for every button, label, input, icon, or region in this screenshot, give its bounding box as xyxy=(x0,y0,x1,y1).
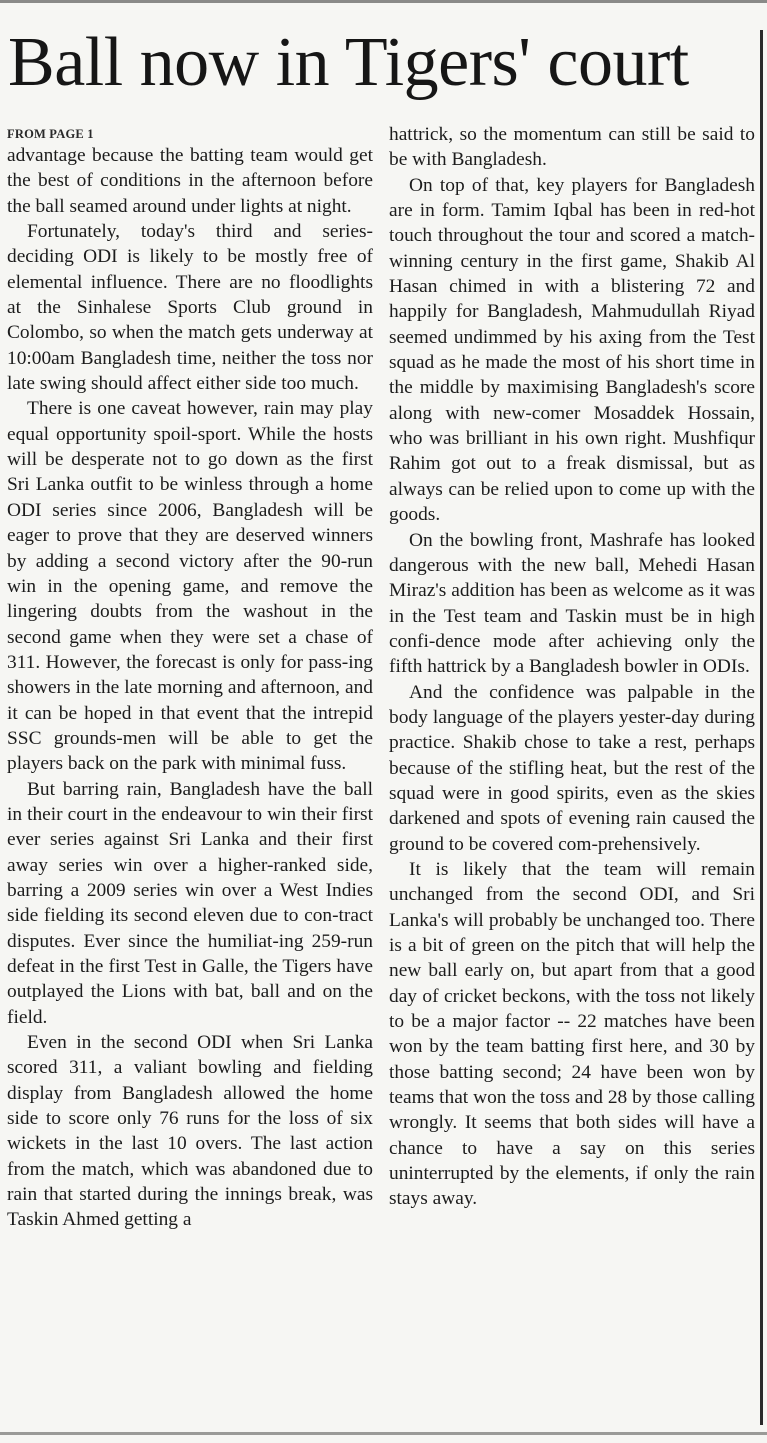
paragraph: Fortunately, today's third and series-deciding ODI is likely to be mostly free of elemental influence. There are no floodlights at the Sinhalese Sports Club ground in Colombo, so when the match gets underway at 10:00am Bangladesh time, neither the toss nor late swing should affect either side too much. xyxy=(7,221,373,395)
paragraph: But barring rain, Bangladesh have the ball in their court in the endeavour to win their first ever series against Sri Lanka and their first away series win over a higher-ranked side, barring a 2009 series win over a West Indies side fielding its second eleven due to con-tract disputes. Ever since the humiliat-ing 259-run defeat in the first Test in Galle, the Tigers have outplayed the Lions with bat, ball and on the field. xyxy=(7,778,373,1028)
paragraph: advantage because the batting team would get the best of conditions in the afternoon before the ball seamed around under lights at night. xyxy=(7,145,373,217)
paragraph: And the confidence was palpable in the body language of the players yester-day during practice. Shakib chose to take a rest, perhaps because of the stifling heat, but the rest of the squad were in good spirits, even as the skies darkened and spots of evening rain caused the ground to be covered com-prehensively. xyxy=(389,681,755,855)
paragraph: On top of that, key players for Bangladesh are in form. Tamim Iqbal has been in red-hot touch throughout the tour and scored a match-winning century in the first game, Shakib Al Hasan chimed in with a blistering 72 and happily for Bangladesh, Mahmudullah Riyad seemed undimmed by his axing from the Test squad as he made the most of his short time in the middle by maximising Bangladesh's score along with new-comer Mosaddek Hossain, who was brilliant in his own right. Mushfiqur Rahim got out to a freak dismissal, but as always can be relied upon to come up with the goods. xyxy=(389,174,755,526)
paragraph: hattrick, so the momentum can still be said to be with Bangladesh. xyxy=(389,124,755,171)
kicker: FROM PAGE 1 xyxy=(7,127,94,141)
column-rule xyxy=(760,30,763,1425)
paragraph: There is one caveat however, rain may play equal opportunity spoil-sport. While the hosts will be desperate not to go down as the first Sri Lanka outfit to be winless through a home ODI series since 2006, Bangladesh will be eager to prove that they are deserved winners by adding a second victory after the 90-run win in the opening game, and remove the lingering doubts from the washout in the second game when they were set a chase of 311. However, the forecast is only for pass-ing showers in the late morning and afternoon, and it can be hoped in that event that the intrepid SSC grounds-men will be able to get the players back on the park with minimal fuss. xyxy=(7,398,373,775)
paragraph: Even in the second ODI when Sri Lanka scored 311, a valiant bowling and fielding display from Bangladesh allowed the home side to score only 76 runs for the loss of six wickets in the last 10 overs. The last action from the match, which was abandoned due to rain that started during the innings break, was Taskin Ahmed getting a xyxy=(7,1032,373,1231)
article-column-left xyxy=(7,122,373,1233)
paragraph: It is likely that the team will remain unchanged from the second ODI, and Sri Lanka's will probably be unchanged too. There is a bit of green on the pitch that will help the new ball early on, but apart from that a good day of cricket beckons, with the toss not likely to be a major factor -- 22 matches have been won by the team batting first here, and 30 by those batting second; 24 have been won by teams that won the toss and 28 by those calling wrongly. It seems that both sides will have a chance to have a say on this series uninterrupted by the elements, if only the rain stays away. xyxy=(389,858,755,1210)
paragraph: On the bowling front, Mashrafe has looked dangerous with the new ball, Mehedi Hasan Miraz's addition has been as welcome as it was in the Test team and Taskin must be in high confi-dence mode after achieving only the fifth hattrick by a Bangladesh bowler in ODIs. xyxy=(389,529,755,678)
bottom-rule xyxy=(0,1432,767,1435)
headline: Ball now in Tigers' court xyxy=(8,24,689,101)
article-column-right xyxy=(389,122,755,1212)
top-rule xyxy=(0,0,767,3)
